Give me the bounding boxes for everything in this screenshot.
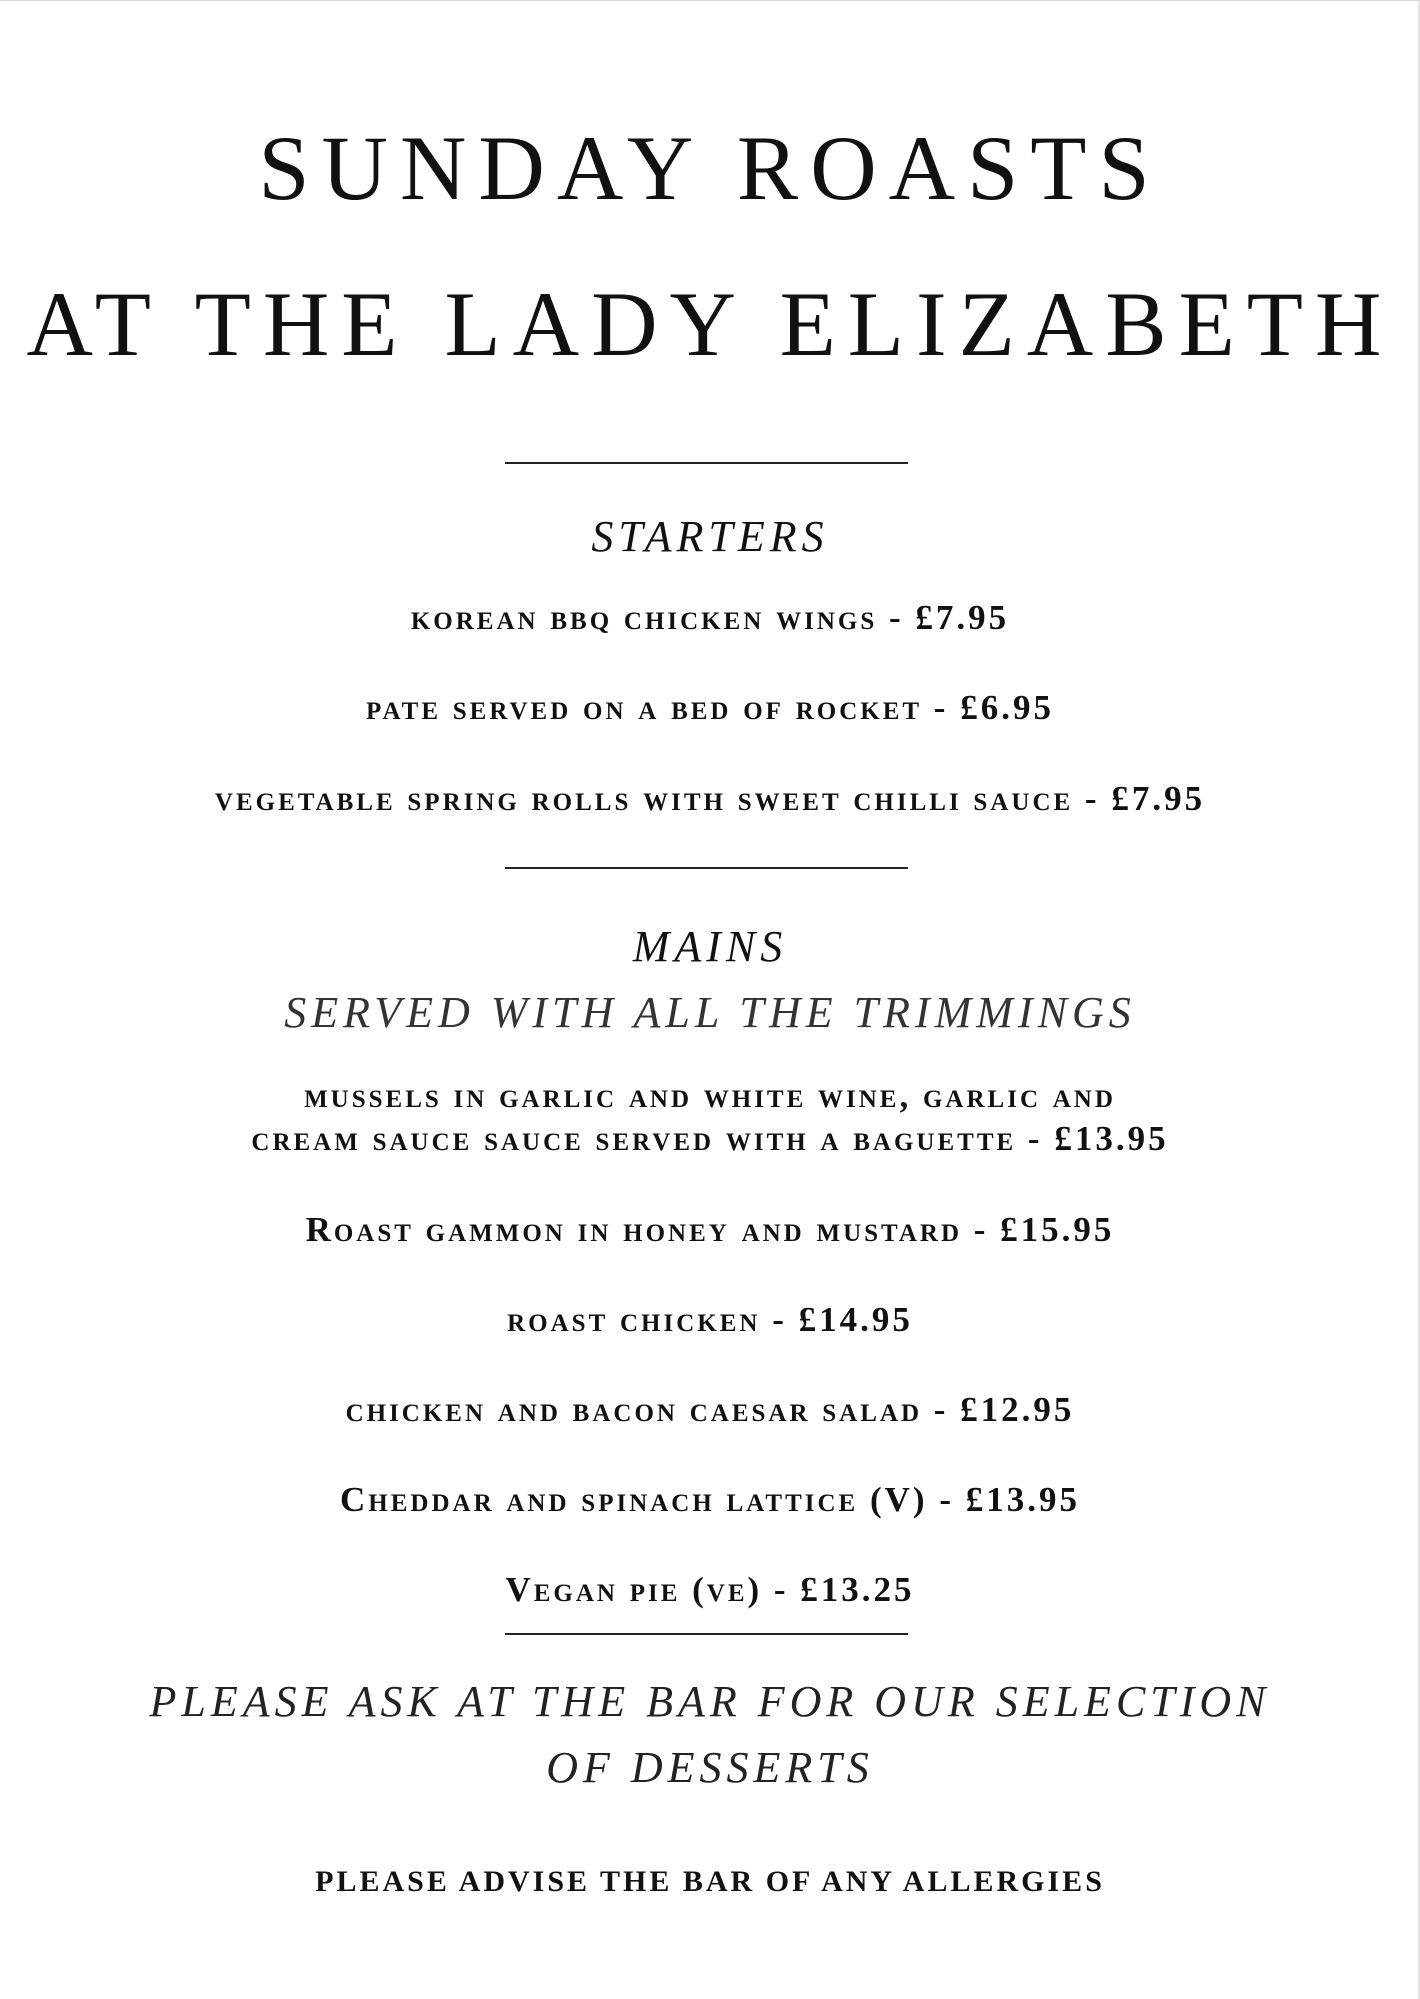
mains-heading: MAINS [632, 922, 788, 971]
starter-item-3: vegetable spring rolls with sweet chilli sauce - £7.95 [214, 779, 1206, 818]
divider-bottom [505, 1633, 908, 1635]
main-item-6: Vegan pie (ve) - £13.25 [505, 1570, 915, 1609]
main-item-3: roast chicken - £14.95 [507, 1300, 913, 1339]
desserts-note-line-2: OF DESSERTS [546, 1743, 874, 1792]
main-item-5: Cheddar and spinach lattice (V) - £13.95 [340, 1480, 1080, 1519]
starter-item-2: pate served on a bed of rocket - £6.95 [366, 688, 1054, 727]
menu-title-line-1: SUNDAY ROASTS [258, 117, 1162, 219]
mains-subheading: SERVED WITH ALL THE TRIMMINGS [284, 988, 1136, 1037]
divider-top [505, 462, 908, 464]
main-item-1-line-1: mussels in garlic and white wine, garlic and [304, 1076, 1116, 1115]
allergy-notice: PLEASE ADVISE THE BAR OF ANY ALLERGIES [315, 1865, 1105, 1898]
main-item-4: chicken and bacon caesar salad - £12.95 [345, 1390, 1075, 1429]
menu-title-line-2: AT THE LADY ELIZABETH [26, 273, 1394, 375]
starters-heading: STARTERS [591, 512, 829, 561]
main-item-1-line-2: cream sauce sauce served with a baguette - £13.95 [251, 1119, 1169, 1158]
divider-middle [505, 867, 908, 869]
starter-item-1: korean bbq chicken wings - £7.95 [410, 598, 1010, 637]
main-item-2: Roast gammon in honey and mustard - £15.95 [305, 1210, 1115, 1249]
desserts-note-line-1: PLEASE ASK AT THE BAR FOR OUR SELECTION [149, 1677, 1271, 1726]
